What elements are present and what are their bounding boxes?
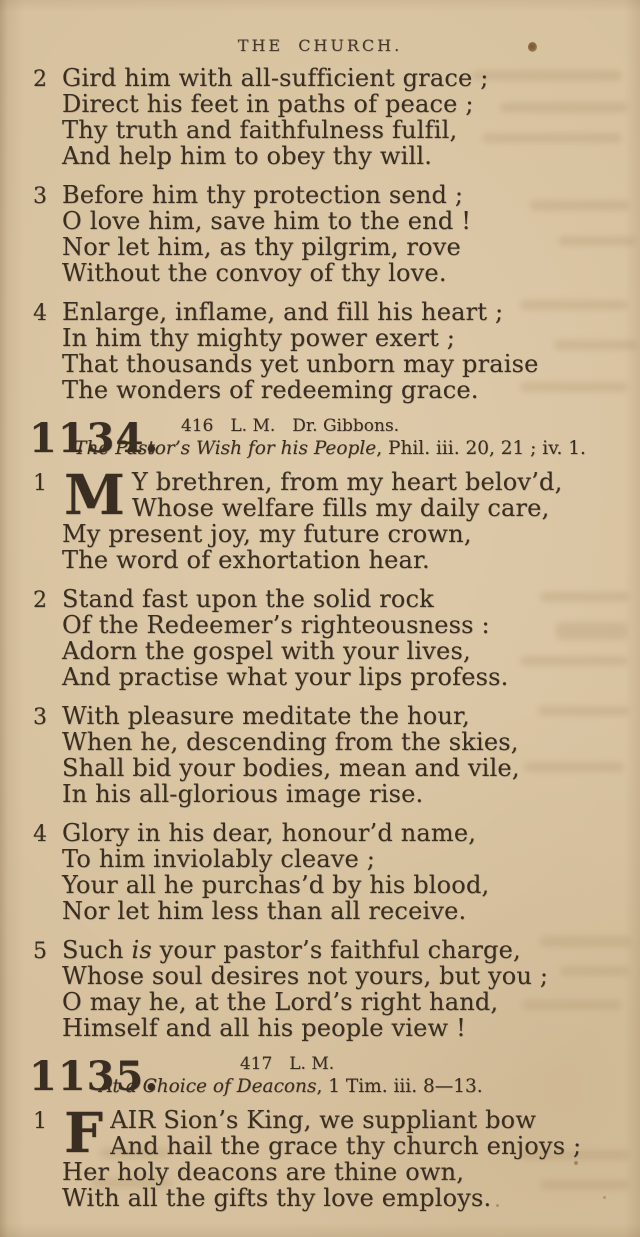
verse: [0, 937, 640, 1041]
verse-line: Thy truth and faithfulness fulfil,: [62, 116, 458, 144]
verse-number: 1: [33, 1109, 47, 1134]
verse: [0, 462, 640, 574]
hymn-title: [16, 1076, 566, 1097]
verse-line: Of the Redeemer’s righteousness :: [62, 611, 490, 639]
hymn-meta: [60, 416, 610, 459]
verse-line: My present joy, my future crown,: [62, 520, 472, 548]
hymn-title-italic: The Pastor’s Wish for his People: [74, 438, 377, 459]
verse-line: Nor let him, as thy pilgrim, rove: [62, 233, 461, 261]
verse-line: And practise what your lips profess.: [62, 663, 509, 691]
verse-line: Without the convoy of thy love.: [62, 259, 447, 287]
hymn-number: 1134.: [29, 415, 160, 462]
verse-line: Whose welfare fills my daily care,: [131, 494, 550, 522]
hymn-title-reference: , 1 Tim. iii. 8—13.: [316, 1076, 483, 1097]
verse-line: [62, 937, 640, 963]
verse-line: Your all he purchas’d by his blood,: [62, 871, 490, 899]
hymn-title-italic: At a Choice of Deacons: [99, 1076, 317, 1097]
verse-line: With all the gifts thy love employs.: [62, 1184, 492, 1212]
verse-number: 3: [33, 184, 47, 209]
verse-line: O love him, save him to the end !: [62, 207, 472, 235]
verse-line: O may he, at the Lord’s right hand,: [62, 988, 499, 1016]
verse-number: 3: [33, 705, 47, 730]
verse: [0, 1100, 640, 1212]
verse-number: 5: [33, 939, 47, 964]
verse-line: Before him thy protection send ;: [62, 181, 464, 209]
verse-line: And hail the grace thy church enjoys ;: [110, 1132, 582, 1160]
verse-line: That thousands yet unborn may praise: [62, 350, 539, 378]
verse-line: Stand fast upon the solid rock: [62, 585, 434, 613]
hymn-title: [55, 438, 605, 459]
verse-line: When he, descending from the skies,: [62, 728, 519, 756]
verse-line: And help him to obey thy will.: [62, 142, 433, 170]
verse-line: Whose soul desires not yours, but you ;: [62, 962, 549, 990]
verse-line: In his all-glorious image rise.: [62, 780, 424, 808]
verse-line: Shall bid your bodies, mean and vile,: [62, 754, 520, 782]
hymn-meter-author: 416 L. M. Dr. Gibbons.: [180, 416, 400, 436]
verse-line-emphasis: is: [131, 936, 152, 964]
drop-cap: M: [64, 462, 125, 527]
verse: [0, 182, 640, 286]
verse-line: Adorn the gospel with your lives,: [62, 637, 471, 665]
verse-number: 4: [33, 301, 47, 326]
verse-line: AIR Sion’s King, we suppliant bow: [110, 1106, 537, 1134]
verse-number: 2: [33, 67, 47, 92]
hymn-title-reference: , Phil. iii. 20, 21 ; iv. 1.: [376, 438, 586, 459]
hymn-heading-1134: [0, 416, 640, 464]
verse-line: Her holy deacons are thine own,: [62, 1158, 465, 1186]
hymn-number: 1135.: [29, 1053, 160, 1100]
verse-line-segment: your pastor’s faithful charge,: [151, 936, 521, 964]
verse-line: With pleasure meditate the hour,: [62, 702, 470, 730]
running-head: THE CHURCH.: [237, 36, 403, 55]
verse-line: Enlarge, inflame, and fill his heart ;: [62, 298, 504, 326]
verse-number: 4: [33, 822, 47, 847]
verse-line: Glory in his dear, honour’d name,: [62, 819, 477, 847]
verse-line-segment: Such: [62, 936, 132, 964]
hymn-meter-author: 417 L. M.: [239, 1054, 335, 1074]
verse-line: To him inviolably cleave ;: [62, 845, 376, 873]
verse-line: Himself and all his people view !: [62, 1014, 466, 1042]
verse-line: In him thy mighty power exert ;: [62, 324, 456, 352]
hymn-heading-1135: [0, 1054, 640, 1102]
verse-number: 2: [33, 588, 47, 613]
verse-line: Y brethren, from my heart belov’d,: [131, 468, 563, 496]
verse: [0, 65, 640, 169]
verse-line: Gird him with all-sufficient grace ;: [62, 64, 489, 92]
verse-line: The word of exhortation hear.: [62, 546, 430, 574]
verse: [0, 299, 640, 403]
verse: [0, 586, 640, 690]
verse-number: 1: [33, 471, 47, 496]
verse-line: Direct his feet in paths of peace ;: [62, 90, 474, 118]
verse-line: Nor let him less than all receive.: [62, 897, 467, 925]
verse-line: The wonders of redeeming grace.: [62, 376, 479, 404]
drop-cap: F: [64, 1100, 104, 1165]
verse: [0, 703, 640, 807]
verse: [0, 820, 640, 924]
hymn-meta: [60, 1054, 610, 1097]
